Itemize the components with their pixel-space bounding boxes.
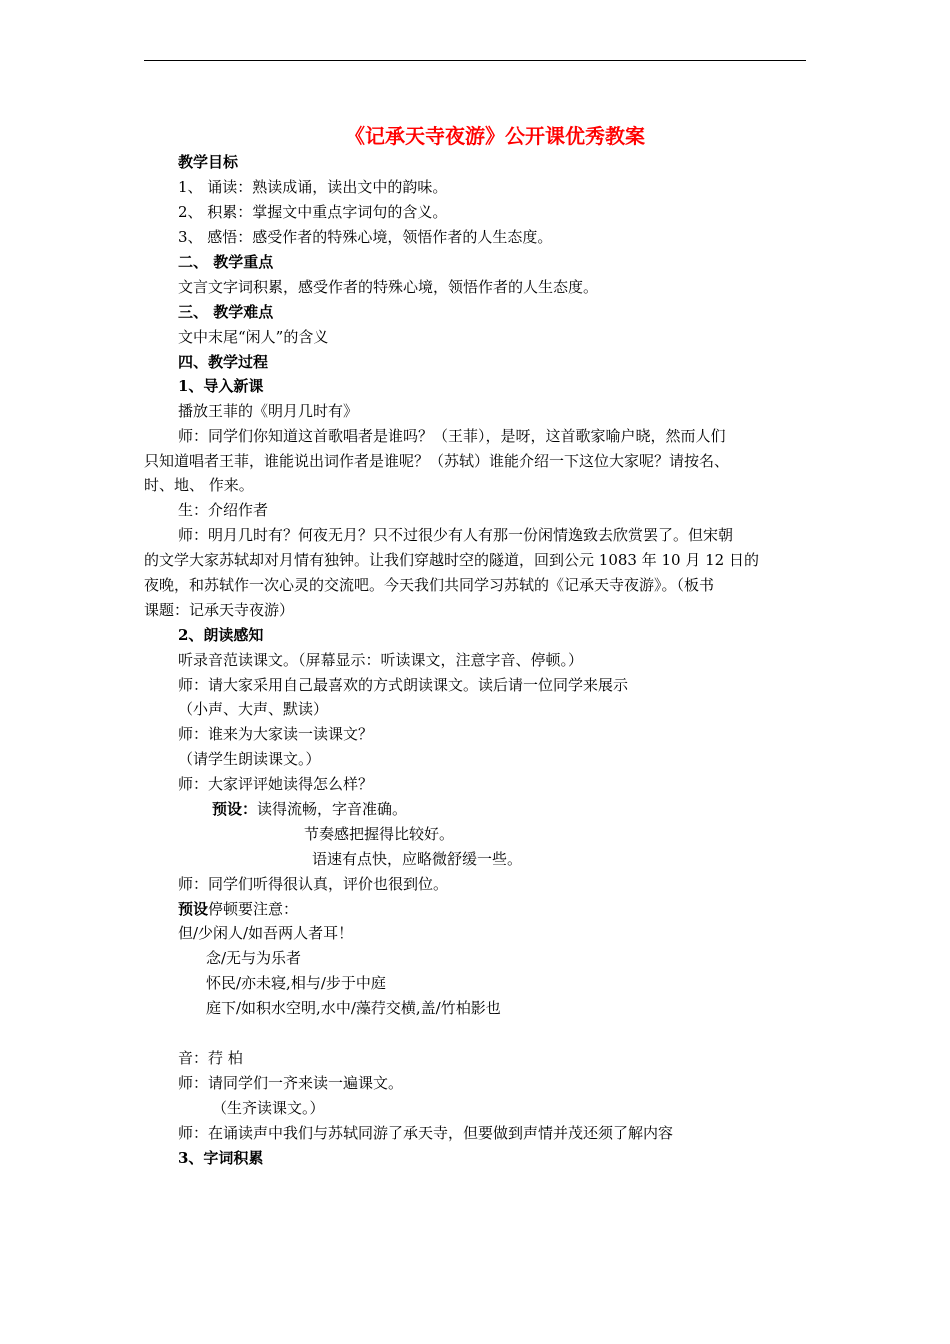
text-line: [206, 948, 876, 968]
text-line: [178, 774, 848, 794]
body-text: 师：请同学们一齐来读一遍课文。: [178, 1074, 404, 1092]
heading-text: 教学目标: [178, 153, 239, 171]
body-text: 2、 积累：掌握文中重点字词句的含义。: [178, 203, 448, 221]
body-text: 师：明月几时有？何夜无月？只不过很少有人有那一份闲情逸致去欣赏罢了。但宋朝: [178, 526, 734, 544]
body-text: （小声、大声、默读）: [178, 700, 329, 718]
text-line: [312, 849, 950, 869]
text-line: [206, 973, 876, 993]
text-line: [178, 525, 848, 545]
body-text: 时、地、 作来。: [144, 476, 254, 494]
text-line: [144, 600, 814, 620]
body-text: 只知道唱者王菲，谁能说出词作者是谁呢？（苏轼）谁能介绍一下这位大家呢？请按名、: [144, 452, 730, 470]
heading-text: 3、字词积累: [178, 1149, 264, 1167]
body-text: 停顿要注意：: [208, 900, 299, 918]
text-line: [178, 277, 848, 297]
body-text: 的文学大家苏轼却对月情有独钟。让我们穿越时空的隧道，回到公元 1083 年 10 月 12 日的: [144, 551, 759, 569]
body-text: 但/少闲人/如吾两人者耳！: [178, 924, 354, 942]
text-line: [178, 923, 848, 943]
header-rule: [144, 60, 806, 61]
body-text: 播放王菲的《明月几时有》: [178, 402, 359, 420]
body-text: 师：在诵读声中我们与苏轼同游了承天寺，但要做到声情并茂还须了解内容: [178, 1124, 674, 1142]
text-line: [178, 1123, 848, 1143]
text-line: [206, 998, 876, 1018]
text-line: [178, 699, 848, 719]
heading-text: 预设：: [212, 800, 258, 818]
heading-text: 1、导入新课: [178, 377, 264, 395]
body-text: 听录音范读课文。（屏幕显示：听读课文，注意字音、停顿。）: [178, 651, 584, 669]
body-text: 生：介绍作者: [178, 501, 269, 519]
text-line: [178, 899, 848, 919]
text-line: [178, 352, 848, 372]
text-line: [144, 550, 814, 570]
text-line: [144, 475, 814, 495]
body-text: 1、 诵读：熟读成诵，读出文中的韵味。: [178, 178, 448, 196]
body-text: 师：请大家采用自己最喜欢的方式朗读课文。读后请一位同学来展示: [178, 676, 629, 694]
text-line: [178, 401, 848, 421]
text-line: [178, 227, 848, 247]
text-line: [178, 376, 848, 396]
text-line: [178, 874, 848, 894]
body-text: 师：谁来为大家读一读课文？: [178, 725, 374, 743]
body-text: （请学生朗读课文。）: [178, 750, 321, 768]
text-line: [178, 724, 848, 744]
body-text: （生齐读课文。）: [212, 1099, 325, 1117]
text-line: [178, 1048, 848, 1068]
text-line: [212, 1098, 882, 1118]
heading-text: 2、朗读感知: [178, 626, 264, 644]
body-text: 师：同学们听得很认真，评价也很到位。: [178, 875, 449, 893]
body-text: 读得流畅，字音准确。: [257, 800, 408, 818]
body-text: 文言文字词积累，感受作者的特殊心境，领悟作者的人生态度。: [178, 278, 599, 296]
body-text: 师：同学们你知道这首歌唱者是谁吗？（王菲），是呀，这首歌家喻户晓，然而人们: [178, 427, 726, 445]
body-text: 夜晚，和苏轼作一次心灵的交流吧。今天我们共同学习苏轼的《记承天寺夜游》。（板书: [144, 576, 715, 594]
text-line: [178, 426, 848, 446]
body-text: 文中末尾“闲人”的含义: [178, 328, 329, 346]
text-line: [144, 451, 814, 471]
text-line: [178, 1148, 848, 1168]
heading-text: 三、 教学难点: [178, 303, 274, 321]
body-text: 念/无与为乐者: [206, 949, 302, 967]
text-line: [178, 650, 848, 670]
body-text: 3、 感悟：感受作者的特殊心境，领悟作者的人生态度。: [178, 228, 553, 246]
body-text: 节奏感把握得比较好。: [304, 825, 455, 843]
heading-text: 四、教学过程: [178, 353, 269, 371]
text-line: [178, 749, 848, 769]
text-line: [304, 824, 950, 844]
text-line: [212, 799, 882, 819]
body-text: 师：大家评评她读得怎么样？: [178, 775, 374, 793]
body-text: 语速有点快，应略微舒缓一些。: [312, 850, 523, 868]
body-text: 音：荇 柏: [178, 1049, 243, 1067]
text-line: [178, 675, 848, 695]
body-text: 怀民/亦未寝,相与/步于中庭: [206, 974, 386, 992]
text-line: [178, 500, 848, 520]
body-text: 庭下/如积水空明,水中/藻荇交横,盖/竹柏影也: [206, 999, 501, 1017]
text-line: [178, 302, 848, 322]
heading-text: 二、 教学重点: [178, 253, 274, 271]
text-line: [178, 625, 848, 645]
page-title: 《记承天寺夜游》公开课优秀教案: [345, 124, 645, 148]
text-line: [178, 252, 848, 272]
heading-text: 预设: [178, 900, 209, 918]
text-line: [178, 177, 848, 197]
body-text: 课题：记承天寺夜游）: [144, 601, 295, 619]
text-line: [144, 575, 814, 595]
text-line: [178, 152, 848, 172]
text-line: [178, 202, 848, 222]
text-line: [178, 1073, 848, 1093]
text-line: [178, 327, 848, 347]
